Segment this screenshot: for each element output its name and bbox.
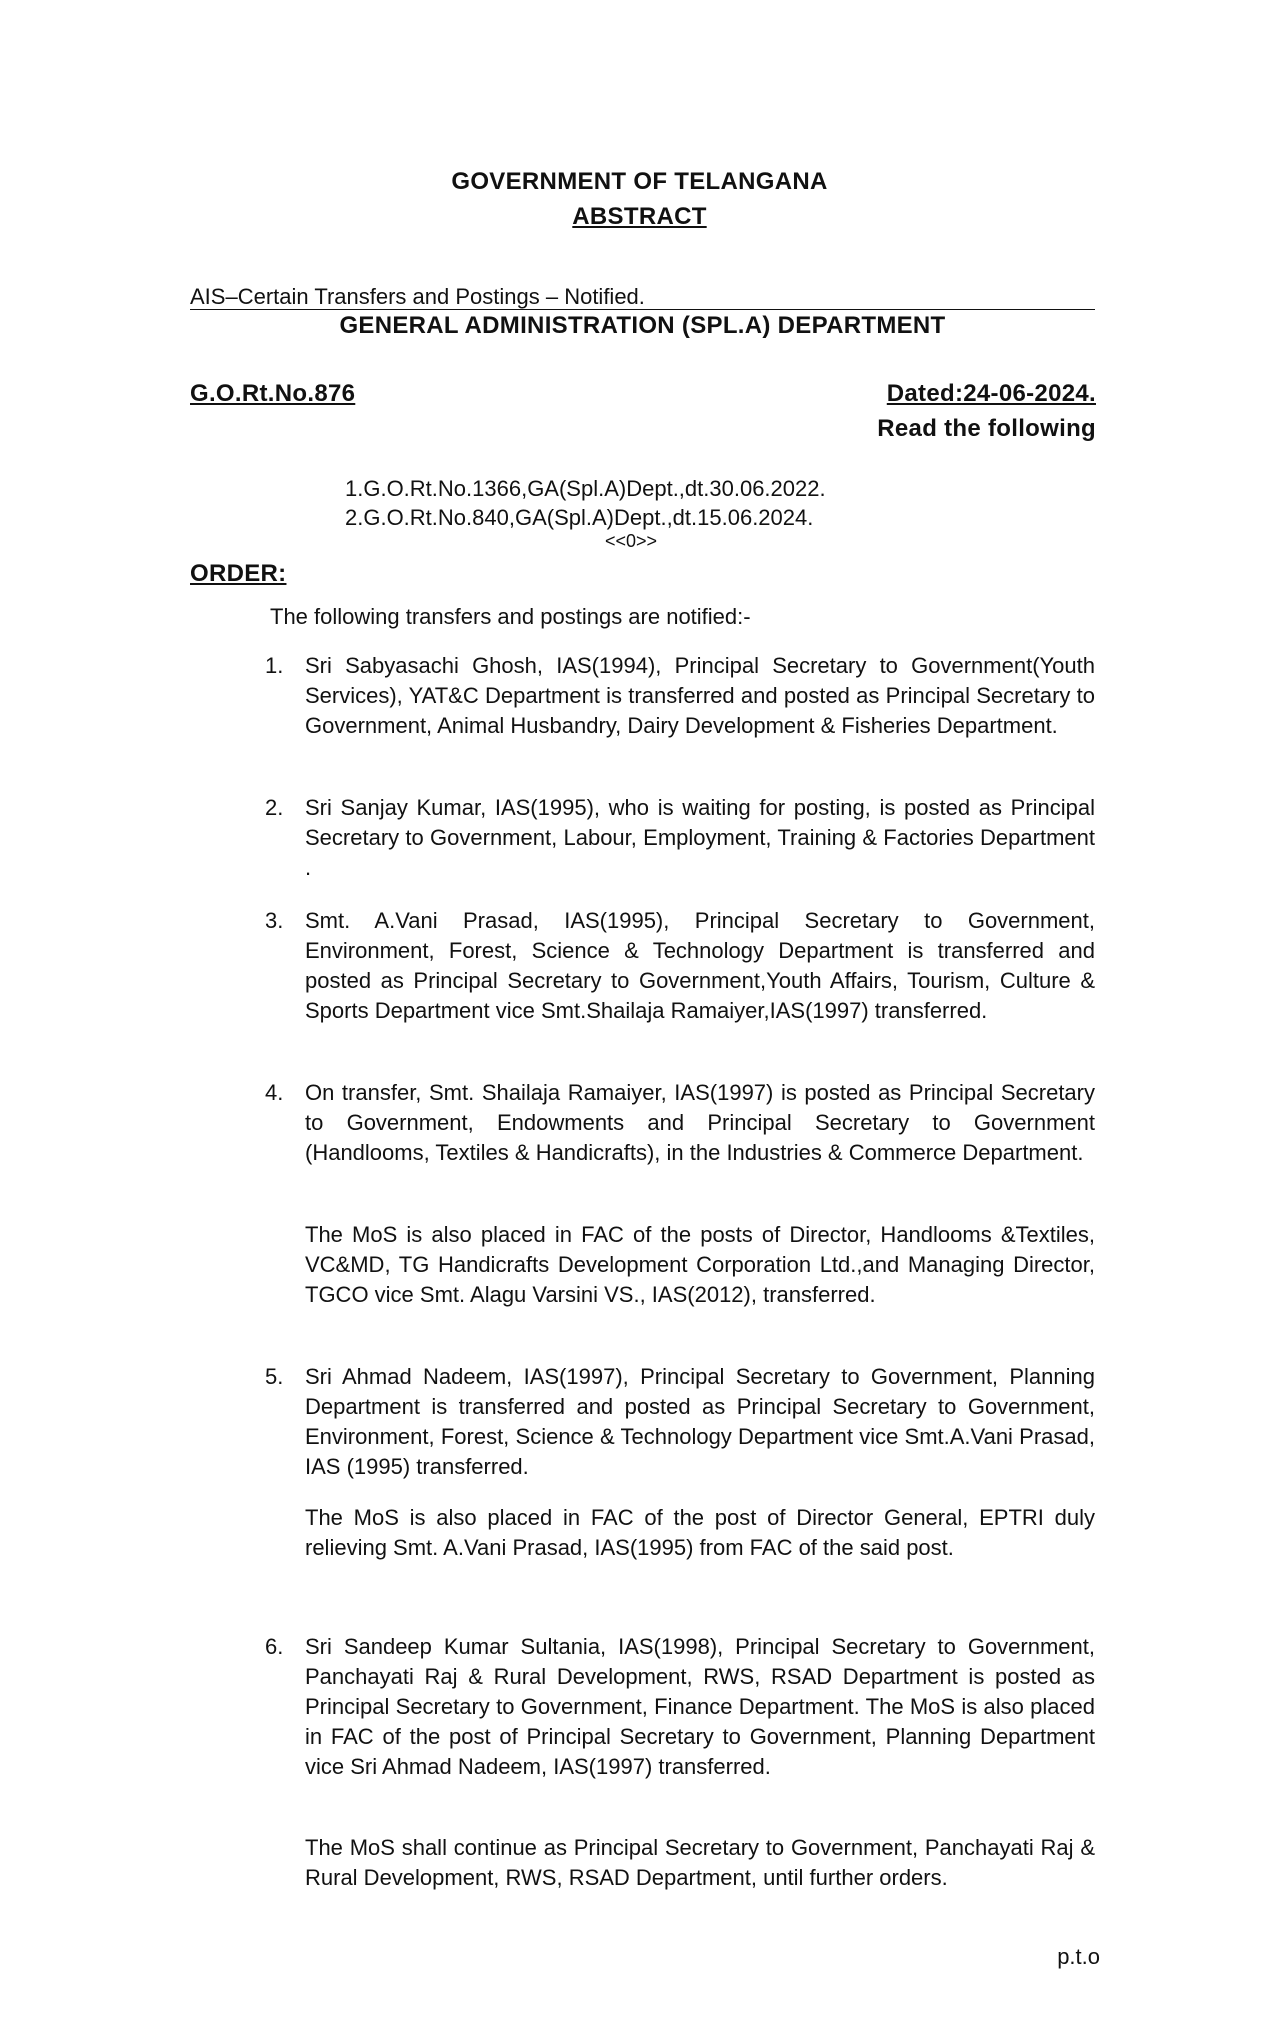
item-number: 2.: [265, 795, 284, 820]
list-item: [265, 1632, 1095, 1782]
item-text: Smt. A.Vani Prasad, IAS(1995), Principal Secretary to Government, Environment, Forest, Science & Technology Department is transferred and posted as Principal Secretary to Government,Youth Affairs, Tourism, Culture & Sports Department vice Smt.Shailaja Ramaiyer,IAS(1997) transferred.: [305, 908, 1095, 1023]
item-text: Sri Sanjay Kumar, IAS(1995), who is waiting for posting, is posted as Principal Secretary to Government, Labour, Employment, Training & Factories Department .: [305, 795, 1095, 880]
item-number: 4.: [265, 1080, 284, 1105]
abstract-heading-wrap: [0, 203, 1279, 231]
list-item: [265, 651, 1095, 741]
item-text: Sri Sandeep Kumar Sultania, IAS(1998), Principal Secretary to Government, Panchayati Raj & Rural Development, RWS, RSAD Department is posted as Principal Secretary to Government, Finance Department. The MoS is also placed in FAC of the post of Principal Secretary to Government, Planning Department vice Sri Ahmad Nadeem, IAS(1997) transferred.: [305, 1634, 1095, 1779]
list-item: [265, 1362, 1095, 1482]
item-text: Sri Sabyasachi Ghosh, IAS(1994), Principal Secretary to Government(Youth Services), YAT&C Department is transferred and posted as Principal Secretary to Government, Animal Husbandry, Dairy Development & Fisheries Department.: [305, 653, 1095, 738]
separator: <<0>>: [605, 531, 658, 551]
list-item: [265, 793, 1095, 883]
subject-underline: [190, 309, 1095, 310]
go-number: G.O.Rt.No.876: [190, 380, 356, 407]
dated-wrap: [880, 380, 1096, 408]
list-item: [265, 1078, 1095, 1168]
item-text: Sri Ahmad Nadeem, IAS(1997), Principal Secretary to Government, Planning Department is transferred and posted as Principal Secretary to Government, Environment, Forest, Science & Technology Department vice Smt.A.Vani Prasad, IAS (1995) transferred.: [305, 1364, 1095, 1479]
subject-line: [190, 282, 1090, 312]
item-number: 6.: [265, 1634, 284, 1659]
item-number: 5.: [265, 1364, 284, 1389]
dated: Dated:24-06-2024.: [886, 380, 1096, 407]
page-continue-note: p.t.o: [1057, 1944, 1100, 1969]
order-label: ORDER:: [190, 560, 287, 587]
abstract-heading: ABSTRACT: [572, 203, 707, 230]
item-text: On transfer, Smt. Shailaja Ramaiyer, IAS(1997) is posted as Principal Secretary to Government, Endowments and Principal Secretary to Government (Handlooms, Textiles & Handicrafts), in the Industries & Commerce Department.: [305, 1080, 1095, 1165]
item-extra-paragraph: The MoS shall continue as Principal Secretary to Government, Panchayati Raj & Rural Development, RWS, RSAD Department, until further orders.: [305, 1835, 1095, 1890]
references-list: [345, 474, 945, 532]
item-extra-paragraph: The MoS is also placed in FAC of the post of Director General, EPTRI duly relieving Smt. A.Vani Prasad, IAS(1995) from FAC of the said post.: [305, 1505, 1095, 1560]
reference-item: 2.G.O.Rt.No.840,GA(Spl.A)Dept.,dt.15.06.2024.: [345, 505, 814, 530]
government-heading: GOVERNMENT OF TELANGANA: [451, 168, 828, 195]
item-number: 3.: [265, 908, 284, 933]
item-number: 1.: [265, 653, 284, 678]
item-extra-paragraph: The MoS is also placed in FAC of the posts of Director, Handlooms &Textiles, VC&MD, TG Handicrafts Development Corporation Ltd.,and Managing Director, TGCO vice Smt. Alagu Varsini VS., IAS(2012), transferred.: [305, 1222, 1095, 1307]
read-following: Read the following: [877, 415, 1096, 442]
reference-item: 1.G.O.Rt.No.1366,GA(Spl.A)Dept.,dt.30.06.2022.: [345, 476, 826, 501]
intro-text: The following transfers and postings are notified:-: [270, 604, 751, 629]
subject-text: AIS–Certain Transfers and Postings – Notified.: [190, 284, 645, 309]
department-heading: GENERAL ADMINISTRATION (SPL.A) DEPARTMENT: [339, 312, 946, 339]
list-item: [265, 906, 1095, 1026]
